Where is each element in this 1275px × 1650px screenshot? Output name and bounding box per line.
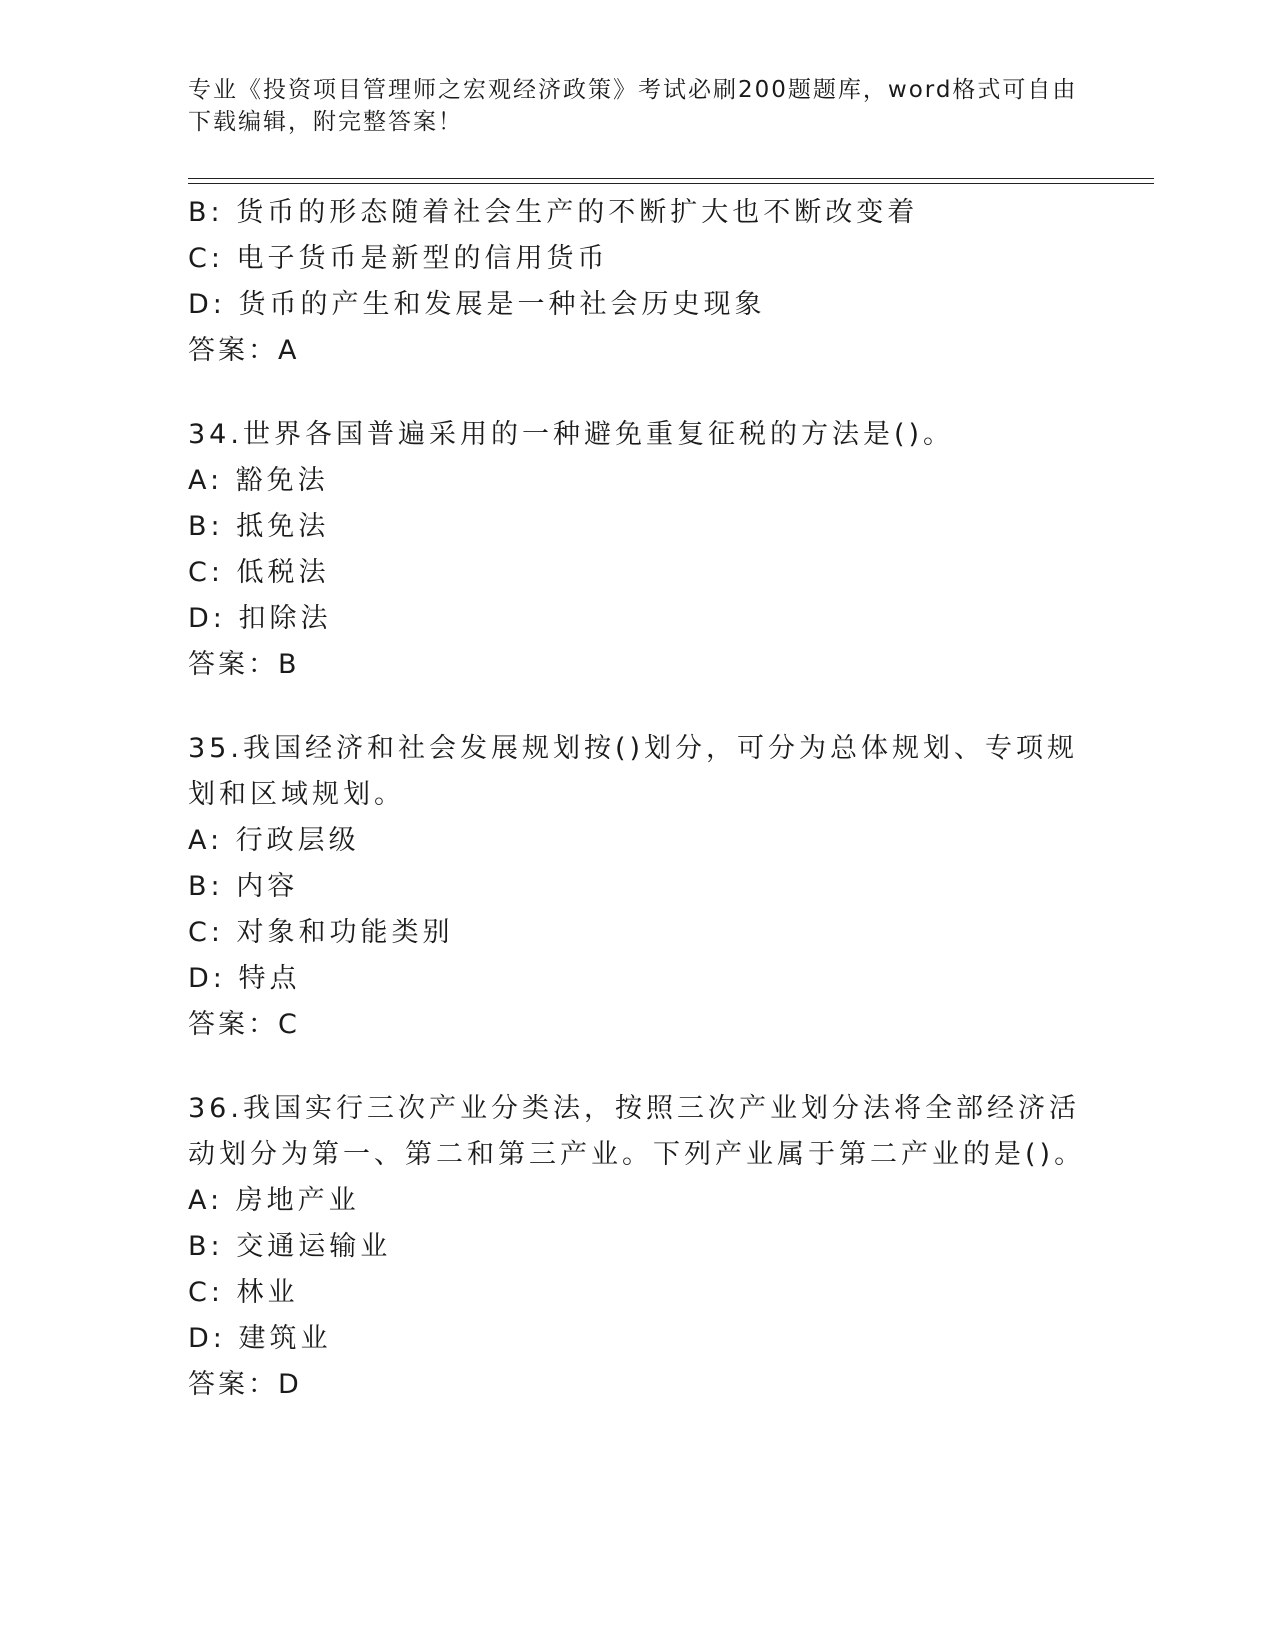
option-c: C: 电子货币是新型的信用货币 (188, 243, 609, 274)
answer-line: 答案：B (188, 649, 300, 680)
answer-line: 答案：A (188, 335, 300, 366)
option-a: A: 房地产业 (188, 1185, 360, 1216)
question-stem: 35.我国经济和社会发展规划按()划分，可分为总体规划、专项规划和区域规划。 (188, 733, 1079, 810)
question-stem: 34.世界各国普遍采用的一种避免重复征税的方法是()。 (188, 419, 955, 450)
option-a: A: 豁免法 (188, 465, 329, 496)
option-c: C: 对象和功能类别 (188, 917, 454, 948)
answer-line: 答案：D (188, 1369, 302, 1400)
option-b: B: 抵免法 (188, 511, 330, 542)
option-a: A: 行政层级 (188, 825, 360, 856)
header-divider-bottom (188, 183, 1154, 184)
question-36 (188, 1086, 1088, 1408)
question-34 (188, 412, 1088, 688)
question-35 (188, 726, 1088, 1048)
option-d: D: 建筑业 (188, 1323, 332, 1354)
option-b: B: 货币的形态随着社会生产的不断扩大也不断改变着 (188, 197, 919, 228)
question-list (188, 190, 1088, 1408)
option-b: B: 交通运输业 (188, 1231, 392, 1262)
option-d: D: 货币的产生和发展是一种社会历史现象 (188, 289, 766, 320)
option-c: C: 低税法 (188, 557, 330, 588)
question-stem: 36.我国实行三次产业分类法，按照三次产业划分法将全部经济活动划分为第一、第二和第三产业。下列产业属于第二产业的是()。 (188, 1093, 1086, 1170)
option-d: D: 特点 (188, 963, 301, 994)
header-divider-top (188, 178, 1154, 179)
option-c: C: 林业 (188, 1277, 299, 1308)
header-line-1: 专业《投资项目管理师之宏观经济政策》考试必刷200题题库，word格式可自由 (188, 77, 1078, 103)
header-line-2: 下载编辑，附完整答案！ (188, 109, 463, 135)
option-d: D: 扣除法 (188, 603, 332, 634)
question-33-continuation (188, 190, 1088, 374)
option-b: B: 内容 (188, 871, 299, 902)
document-header (188, 74, 1078, 138)
answer-line: 答案：C (188, 1009, 300, 1040)
